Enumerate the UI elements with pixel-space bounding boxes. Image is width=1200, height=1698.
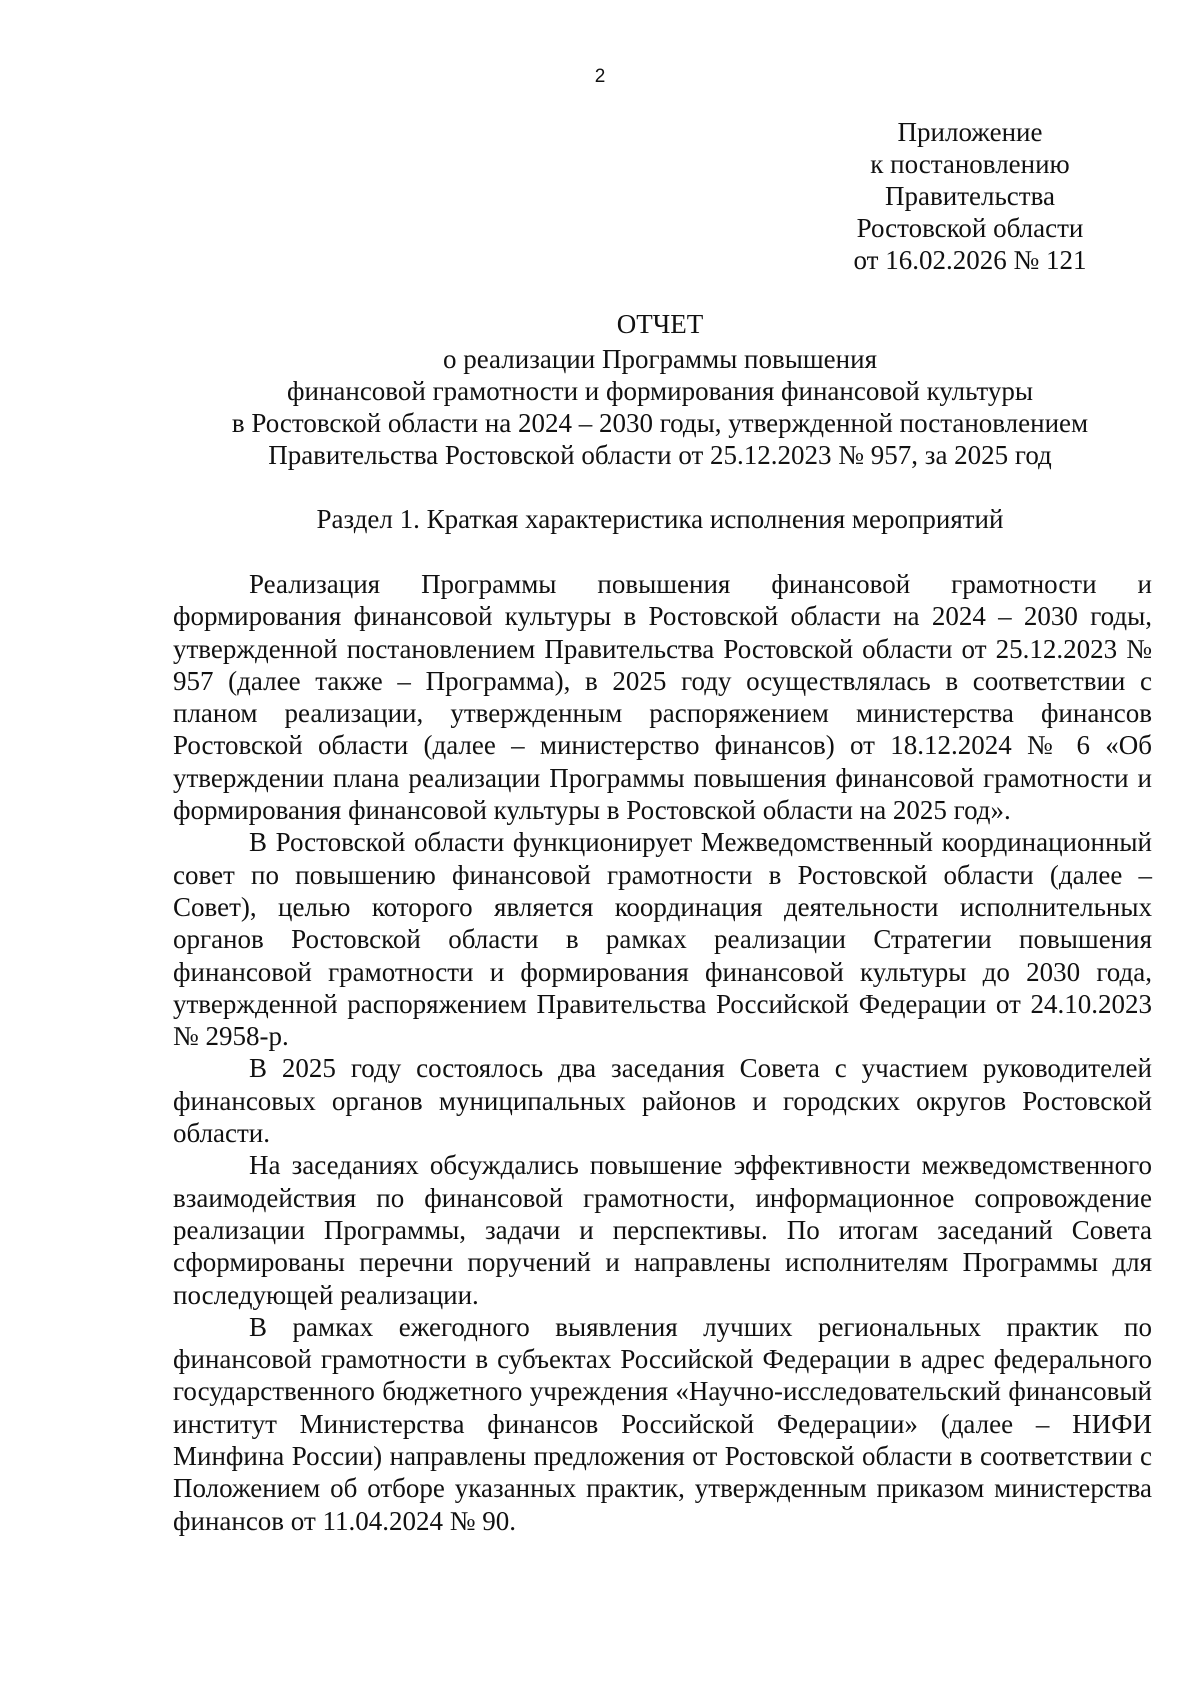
report-title: ОТЧЕТ (616, 309, 704, 339)
section-heading: Раздел 1. Краткая характеристика исполнения мероприятий (316, 504, 1004, 534)
appendix-line: Правительства (885, 181, 1055, 211)
appendix-block (820, 116, 1120, 276)
appendix-line: от 16.02.2026 № 121 (853, 245, 1087, 275)
report-subtitle-line: в Ростовской области на 2024 – 2030 годы, утвержденной постановлением (231, 408, 1089, 438)
page-number: 2 (594, 66, 606, 87)
appendix-line: Приложение (897, 117, 1043, 147)
paragraph: В 2025 году состоялось два заседания Совета с участием руководителей финансовых органов муниципальных районов и городских округов Ростовской области. (173, 1053, 1152, 1149)
paragraph: Реализация Программы повышения финансовой грамотности и формирования финансовой культуры в Ростовской области на 2024 – 2030 годы, утвержденной постановлением Правительства Ростовской области от 25.12.2023 № 957 (далее также – Программа), в 2025 году осуществлялась в соответствии с планом реализации, утвержденным распоряжением министерства финансов Ростовской области (далее – министерство финансов) от 18.12.2024 № 6 «Об утверждении плана реализации Программы повышения финансовой грамотности и формирования финансовой культуры в Ростовской области на 2025 год». (173, 569, 1152, 826)
paragraph: В рамках ежегодного выявления лучших региональных практик по финансовой грамотности в субъектах Российской Федерации в адрес федерального государственного бюджетного учреждения «Научно-исследовательский финансовый институт Министерства финансов Российской Федерации» (далее – НИФИ Минфина России) направлены предложения от Ростовской области в соответствии с Положением об отборе указанных практик, утвержденным приказом министерства финансов от 11.04.2024 № 90. (173, 1311, 1152, 1536)
paragraph: В Ростовской области функционирует Межведомственный координационный совет по повышению финансовой грамотности в Ростовской области (далее – Совет), целью которого является координация деятельности исполнительных органов Ростовской области в рамках реализации Стратегии повышения финансовой грамотности и формирования финансовой культуры до 2030 года, утвержденной распоряжением Правительства Российской Федерации от 24.10.2023 № 2958-р. (173, 827, 1152, 1052)
report-subtitle-line: о реализации Программы повышения (442, 344, 877, 374)
paragraph: На заседаниях обсуждались повышение эффективности межведомственного взаимодействия по финансовой грамотности, информационное сопровождение реализации Программы, задачи и перспективы. По итогам заседаний Совета сформированы перечни поручений и направлены исполнителям Программы для последующей реализации. (173, 1150, 1152, 1310)
report-subtitle-line: финансовой грамотности и формирования финансовой культуры (287, 376, 1033, 406)
appendix-line: Ростовской области (856, 213, 1084, 243)
report-title-block (170, 308, 1150, 471)
appendix-line: к постановлению (870, 149, 1070, 179)
body-text (173, 568, 1152, 1537)
report-subtitle-line: Правительства Ростовской области от 25.12.2023 № 957, за 2025 год (268, 440, 1052, 470)
